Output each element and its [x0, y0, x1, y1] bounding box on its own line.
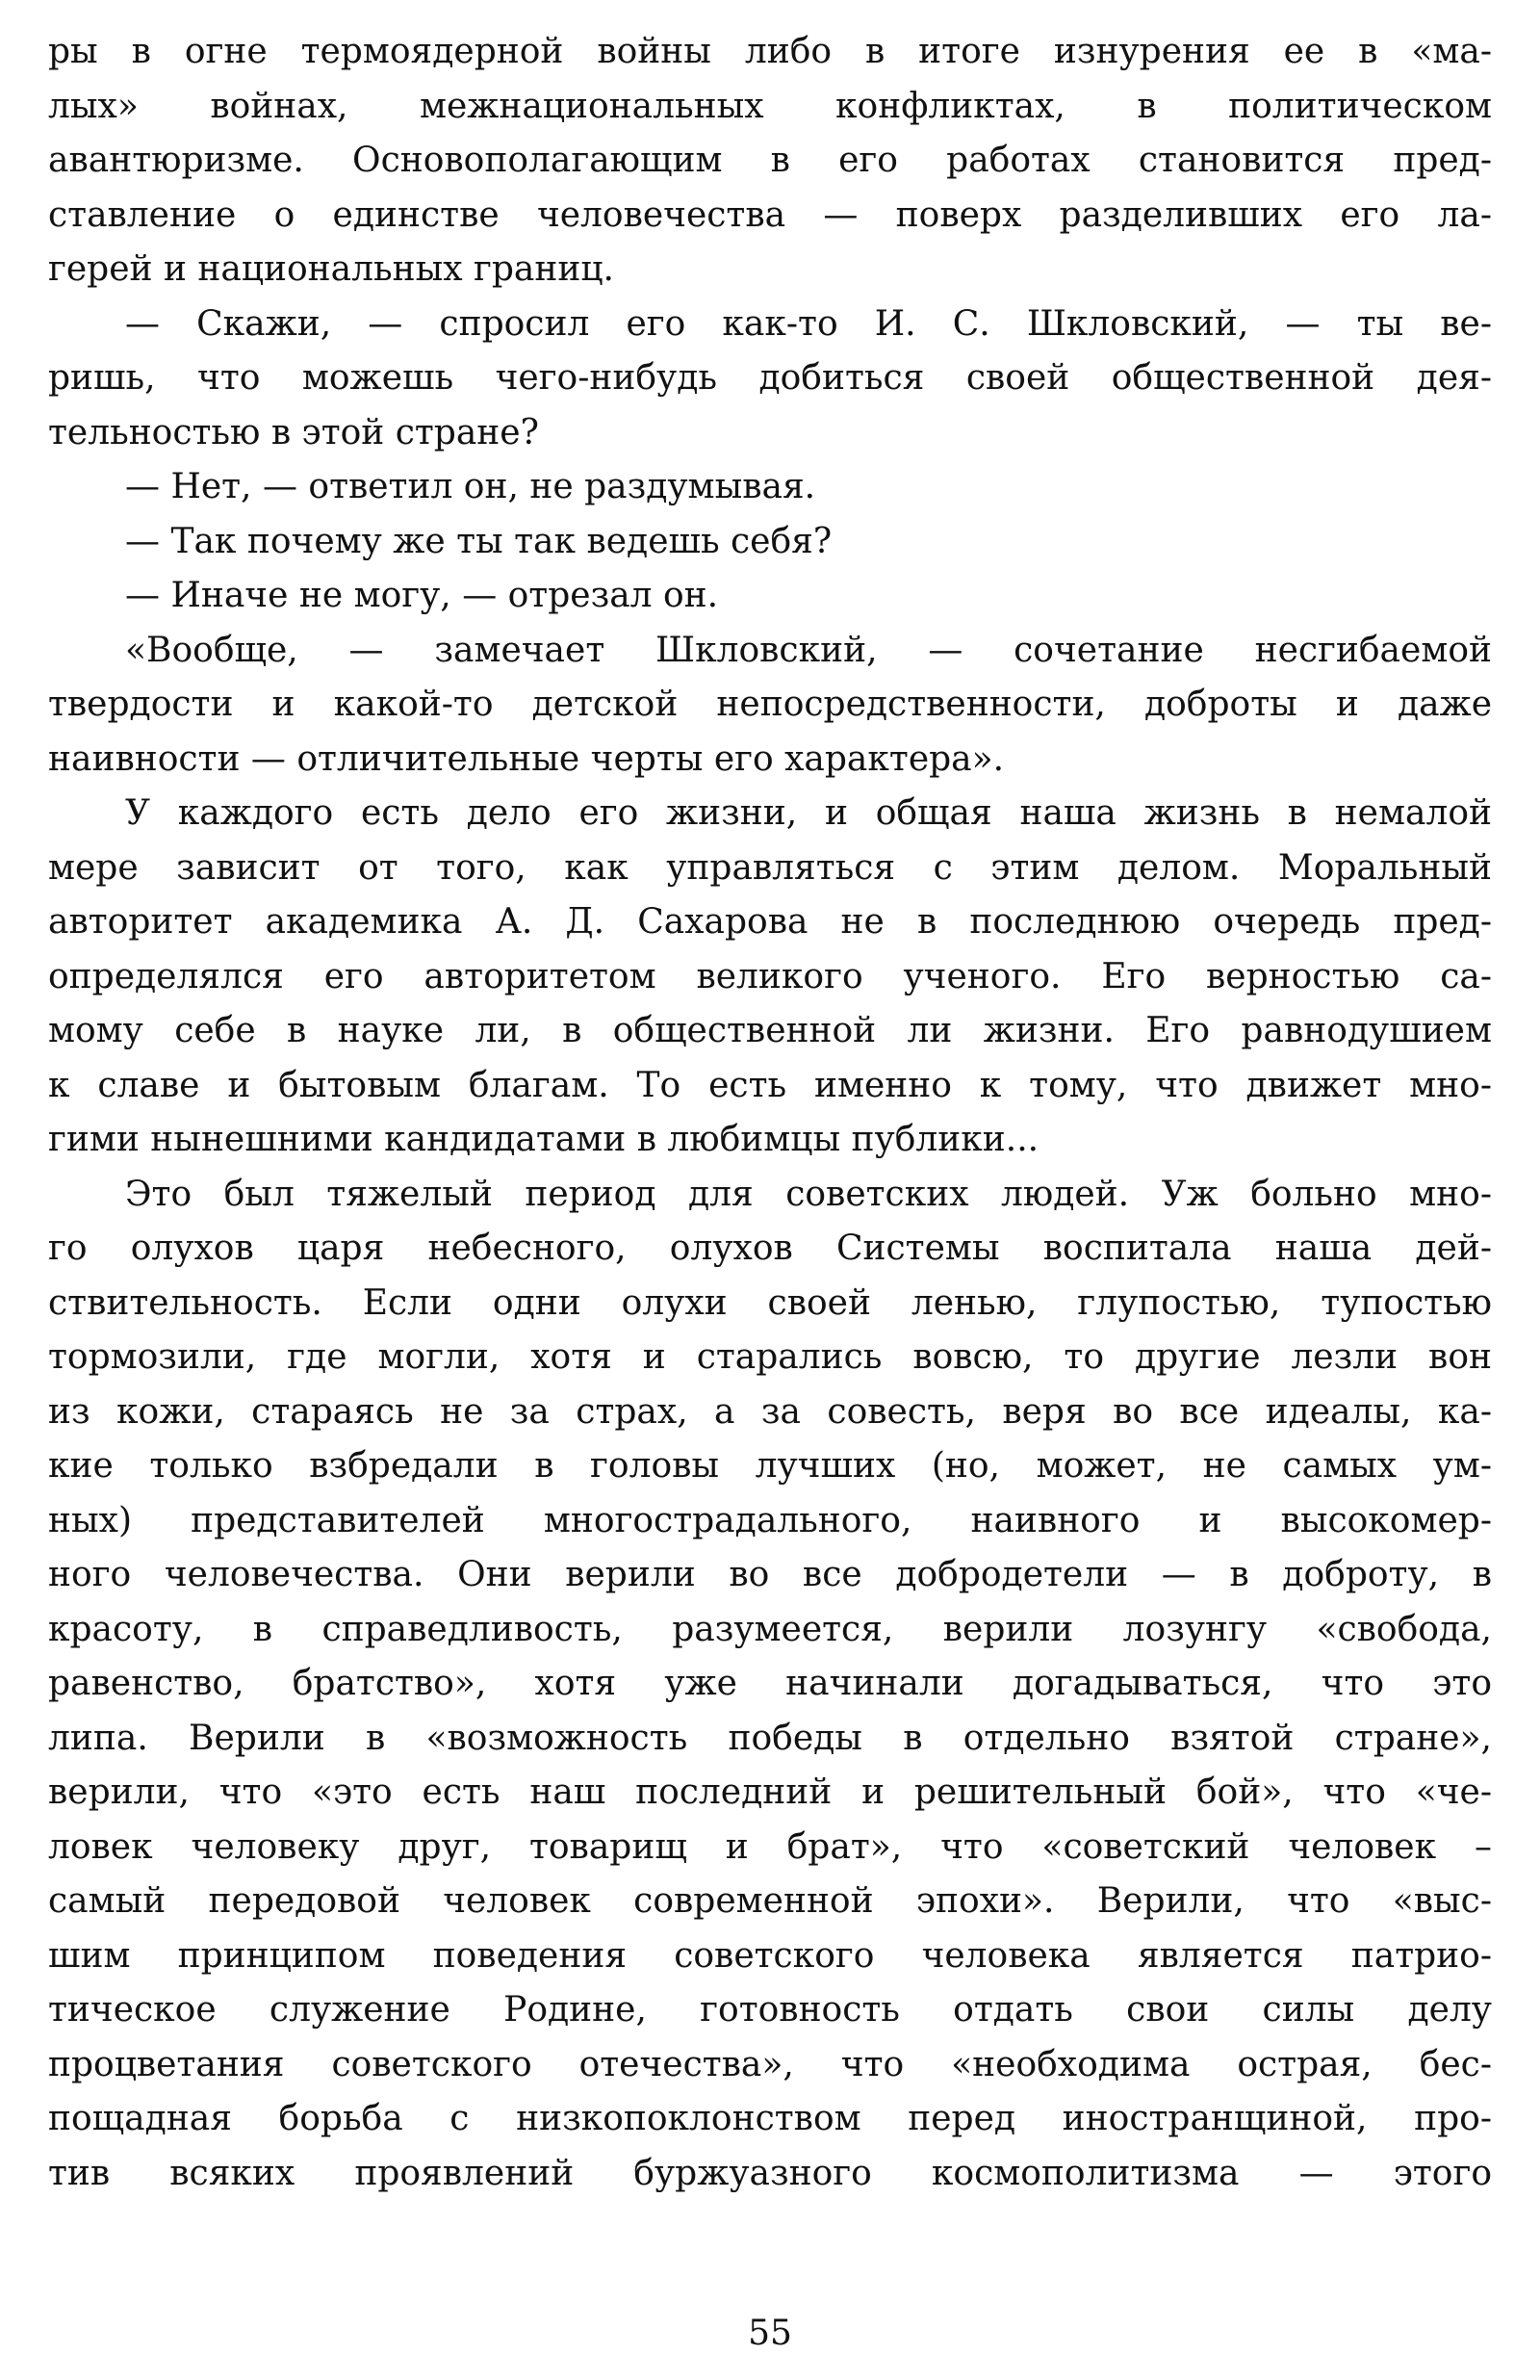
text-line: процветания советского отечества», что «необходима острая, бес- [48, 2044, 1492, 2084]
text-line: твердости и какой-то детской непосредственности, доброты и даже [48, 685, 1492, 724]
text-line: липа. Верили в «возможность победы в отдельно взятой стране», [48, 1718, 1492, 1758]
text-line: тив всяких проявлений буржуазного космополитизма — этого [48, 2153, 1492, 2193]
text-line: верили, что «это есть наш последний и решительный бой», что «че- [48, 1772, 1492, 1812]
text-line: герей и национальных границ. [48, 249, 614, 289]
text-line: из кожи, стараясь не за страх, а за совесть, веря во все идеалы, ка- [48, 1391, 1492, 1432]
text-line: гими нынешними кандидатами в любимцы публики... [48, 1120, 1040, 1159]
text-line: авантюризме. Основополагающим в его работах становится пред- [48, 141, 1492, 180]
text-line: наивности — отличительные черты его характера». [48, 738, 1005, 779]
text-line: мому себе в науке ли, в общественной ли жизни. Его равнодушием [48, 1011, 1492, 1050]
page-body [48, 25, 1492, 2201]
text-line: определялся его авторитетом великого ученого. Его верностью са- [48, 956, 1492, 996]
text-line: кие только взбредали в головы лучших (но, может, не самых ум- [48, 1446, 1492, 1486]
text-line: ного человечества. Они верили во все добродетели — в доброту, в [48, 1555, 1492, 1594]
text-line: ловек человеку друг, товарищ и брат», что «советский человек – [48, 1826, 1492, 1867]
page-number: 55 [748, 2314, 792, 2353]
text-line: авторитет академика А. Д. Сахарова не в последнюю очередь пред- [48, 902, 1492, 942]
text-line: тическое служение Родине, готовность отдать свои силы делу [48, 1990, 1492, 2030]
text-line: пощадная борьба с низкопоклонством перед иностранщиной, про- [48, 2099, 1492, 2138]
text-line: шим принципом поведения советского человека является патрио- [48, 1935, 1492, 1976]
text-line: ствительность. Если одни олухи своей ленью, глупостью, тупостью [48, 1282, 1492, 1323]
paragraph-first-line: — Нет, — ответил он, не раздумывая. [125, 467, 816, 506]
text-line: тельностью в этой стране? [48, 412, 539, 453]
paragraph-first-line: У каждого есть дело его жизни, и общая наша жизнь в немалой [125, 793, 1492, 833]
paragraph-first-line: Это был тяжелый период для советских людей. Уж больно мно- [125, 1174, 1492, 1214]
paragraph-first-line: — Скажи, — спросил его как-то И. С. Шкловский, — ты ве- [125, 303, 1492, 344]
text-line: равенство, братство», хотя уже начинали догадываться, что это [48, 1664, 1492, 1703]
paragraph-first-line: — Так почему же ты так ведешь себя? [125, 521, 833, 561]
text-line: самый передовой человек современной эпохи». Верили, что «выс- [48, 1881, 1492, 1921]
paragraph-first-line: — Иначе не могу, — отрезал он. [125, 576, 719, 615]
text-line: ры в огне термоядерной войны либо в итоге изнурения ее в «ма- [48, 32, 1492, 71]
text-line: го олухов царя небесного, олухов Системы воспитала наша дей- [48, 1229, 1492, 1268]
text-line: мере зависит от того, как управляться с этим делом. Моральный [48, 847, 1492, 888]
text-line: красоту, в справедливость, разумеется, верили лозунгу «свобода, [48, 1609, 1492, 1649]
text-line: лых» войнах, межнациональных конфликтах, в политическом [48, 86, 1492, 126]
paragraph-first-line: «Вообще, — замечает Шкловский, — сочетание несгибаемой [125, 630, 1492, 670]
text-line: ришь, что можешь чего-нибудь добиться своей общественной дея- [48, 358, 1492, 398]
text-line: к славе и бытовым благам. То есть именно к тому, что движет мно- [48, 1065, 1492, 1105]
text-line: тормозили, где могли, хотя и старались вовсю, то другие лезли вон [48, 1337, 1492, 1377]
text-line: ных) представителей многострадального, наивного и высокомер- [48, 1500, 1492, 1540]
text-line: ставление о единстве человечества — поверх разделивших его ла- [48, 194, 1492, 235]
